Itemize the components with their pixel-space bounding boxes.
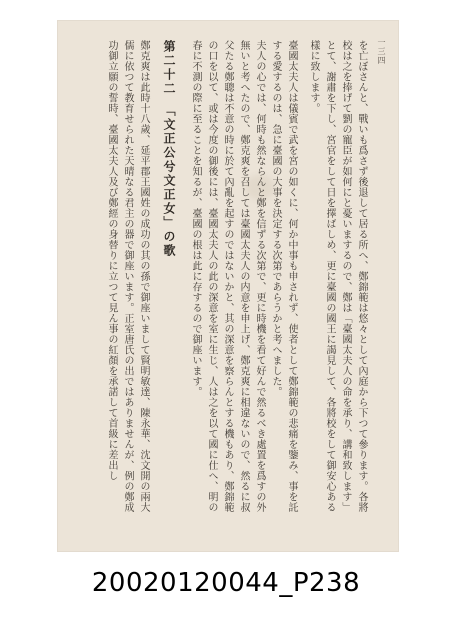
paragraph-1: を亡ぼさんと、戰いも爲さず後退して居る所へ、鄭錦範は悠々として內庭から下つて參ります。各將校は之を捧げて劉の寵臣が如何にと憂いまするので、鄭は「臺國太夫人の命を承り、講和致します」とて、謝肅を下し、宮官をして日を擇ばしめ、更に臺國の國王に謁見して、各將校をして御安心ある樣に致します。	[308, 40, 367, 513]
image-caption-id: 20020120044_P238	[91, 568, 361, 598]
paragraph-4: 鄭克爽は此時十八歲、延平郡王國姓の成功の其の孫で御座いまして賢明敏達、陳永華、沈文開の兩大儒に依つて教育せられた天晴なる君主の器で御座います。正室唐氏の出ではありませんが、例の鄭成功御立願の誓時、臺國太夫人及び鄭經の身替りに立つて見ん事の紅顏を承諾して首級に差出し	[106, 40, 149, 513]
paragraph-2: 臺國太夫人は儀賓で武を宮の如くに、何か中事も申されず、使者として鄭錦範の悲痛を鑒み、事を託する愛するのは、急に臺國の大事を決定する次第であらうかと考へました。	[270, 40, 297, 513]
section-heading: 第二十二 「文正公兮文正女」の歌	[162, 40, 176, 258]
page-number: 一三四	[377, 38, 386, 65]
vertical-text-block	[79, 40, 369, 520]
scanned-page	[57, 20, 399, 552]
paragraph-3: 夫人の心では、何時も然ならんと鄭を信ずる次第で、更に時機を看て好んで然るべき處置を爲すの外無いと考へたので、鄭克爽を召しては臺國太夫人の内意を申上げ、鄭克爽に相違ないので、然るに叔父たる鄭聰は不意の時に於て內亂を起すのではないかと、其の深意を察らんとする機もあり、鄭錦範の口を以て、或は今度の御後には、臺國太夫人の此の深意を室に生じ、人は之を以て國に仕へ、明の春に不測の際に至ることを知るが、臺國の根は此に存するので御座います。	[190, 40, 265, 513]
